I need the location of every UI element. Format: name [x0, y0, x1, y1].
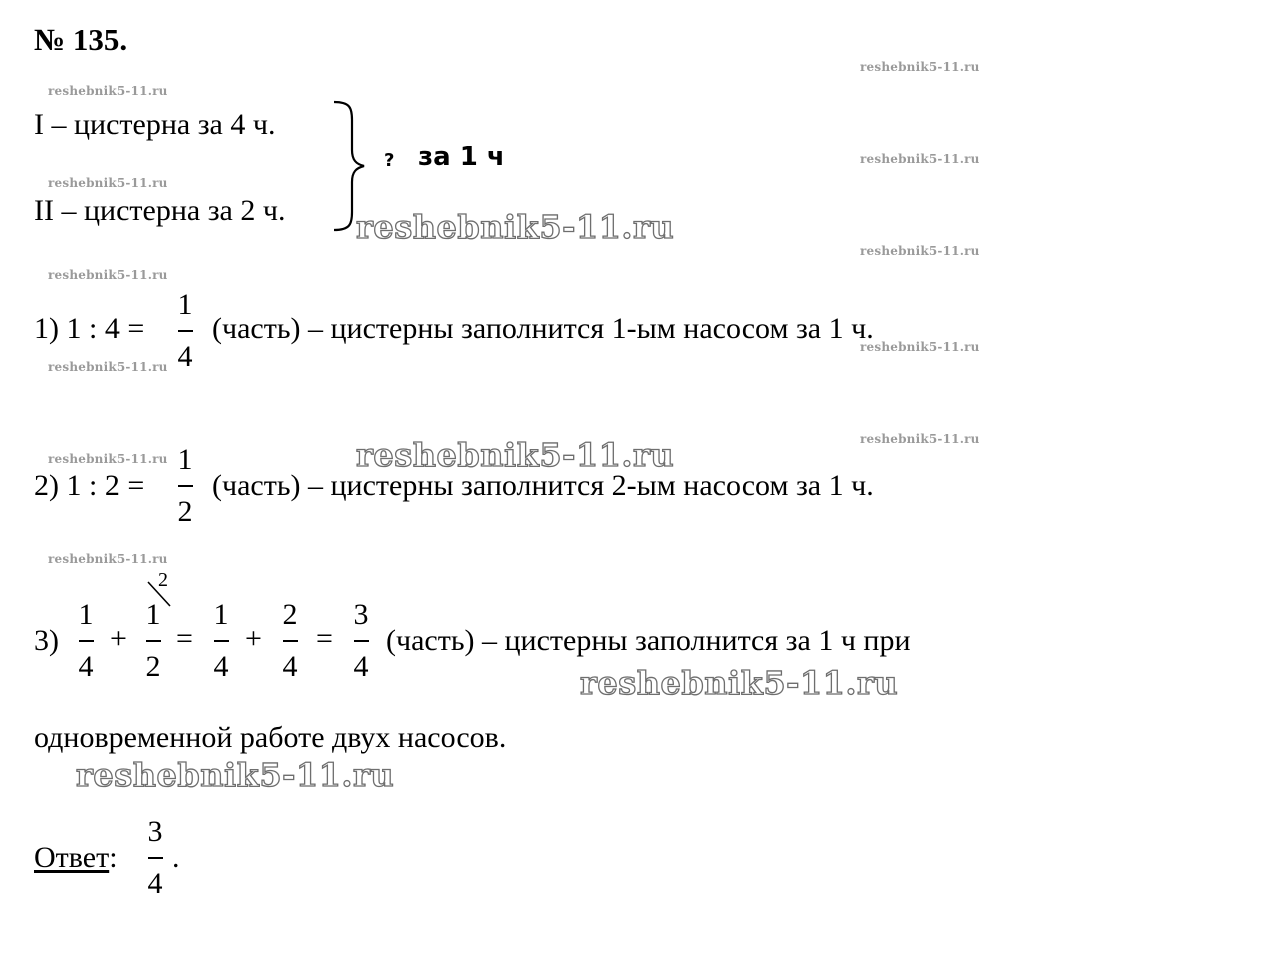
fraction-bar [146, 640, 161, 642]
watermark-small: reshebnik5-11.ru [860, 60, 980, 74]
watermark-small: reshebnik5-11.ru [860, 244, 980, 258]
watermark-small: reshebnik5-11.ru [48, 552, 168, 566]
problem-number: № 135. [34, 22, 128, 57]
watermark-small: reshebnik5-11.ru [860, 432, 980, 446]
fraction-bar [178, 330, 193, 332]
fraction-denominator: 4 [213, 650, 229, 683]
given-line-1: I – цистерна за 4 ч. [34, 108, 276, 141]
watermark-small: reshebnik5-11.ru [48, 268, 168, 282]
fraction-numerator: 1 [145, 598, 161, 631]
answer-label: Ответ [34, 841, 110, 874]
answer-line [34, 843, 118, 873]
question-text: за 1 ч [418, 142, 505, 172]
watermark-small: reshebnik5-11.ru [48, 84, 168, 98]
answer-colon: : [109, 841, 118, 874]
fraction-bar [354, 640, 369, 642]
fraction-numerator: 3 [353, 598, 369, 631]
equals-operator: = [176, 622, 193, 655]
step1-suffix: (часть) – цистерны заполнится 1-ым насосом за 1 ч. [212, 312, 874, 345]
watermark-small: reshebnik5-11.ru [860, 340, 980, 354]
step3-continuation: одновременной работе двух насосов. [34, 721, 507, 754]
fraction-bar [283, 640, 298, 642]
fraction-numerator: 1 [177, 288, 193, 321]
step2-suffix: (часть) – цистерны заполнится 2-ым насосом за 1 ч. [212, 469, 874, 502]
fraction-denominator: 4 [78, 650, 94, 683]
watermark-big: reshebnik5-11.ru [356, 436, 675, 474]
question-mark: ? [384, 150, 395, 171]
fraction-numerator: 1 [177, 443, 193, 476]
fraction-denominator: 4 [147, 867, 163, 900]
watermark-big: reshebnik5-11.ru [356, 208, 675, 246]
fraction-numerator: 2 [282, 598, 298, 631]
step1-prefix: 1) 1 : 4 = [34, 312, 145, 345]
plus-operator: + [245, 622, 262, 655]
slash-mark-icon [146, 580, 174, 610]
step3-prefix: 3) [34, 624, 59, 657]
fraction-bar [148, 857, 163, 859]
fraction-denominator: 4 [282, 650, 298, 683]
fraction-bar [214, 640, 229, 642]
watermark-small: reshebnik5-11.ru [860, 152, 980, 166]
fraction-denominator: 4 [353, 650, 369, 683]
fraction-numerator: 1 [78, 598, 94, 631]
given-line-2: II – цистерна за 2 ч. [34, 194, 286, 227]
watermark-big: reshebnik5-11.ru [76, 756, 395, 794]
plus-operator: + [110, 622, 127, 655]
fraction-numerator: 3 [147, 815, 163, 848]
watermark-small: reshebnik5-11.ru [48, 176, 168, 190]
fraction-denominator: 2 [177, 495, 193, 528]
step2-prefix: 2) 1 : 2 = [34, 469, 145, 502]
fraction-bar [178, 485, 193, 487]
fraction-bar [79, 640, 94, 642]
fraction-denominator: 4 [177, 340, 193, 373]
watermark-small: reshebnik5-11.ru [48, 452, 168, 466]
answer-period: . [172, 841, 180, 874]
equals-operator: = [316, 622, 333, 655]
fraction-numerator: 1 [213, 598, 229, 631]
multiplier-mark: 2 [158, 569, 168, 591]
fraction-denominator: 2 [145, 650, 161, 683]
watermark-small: reshebnik5-11.ru [48, 360, 168, 374]
watermark-big: reshebnik5-11.ru [580, 664, 899, 702]
step3-suffix: (часть) – цистерны заполнится за 1 ч при [386, 624, 911, 657]
